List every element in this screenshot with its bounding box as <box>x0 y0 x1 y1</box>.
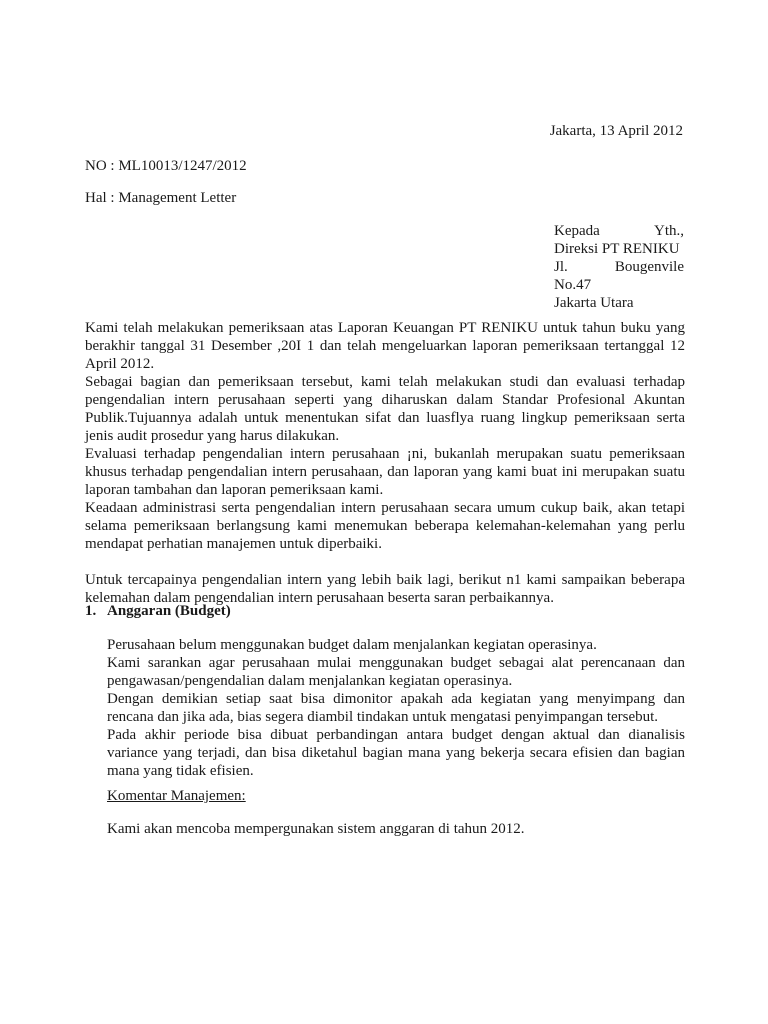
section-title <box>85 602 685 620</box>
recipient-company: Direksi PT RENIKU <box>554 241 680 257</box>
body-paragraph: Untuk tercapainya pengendalian intern yang lebih baik lagi, berikut n1 kami sampaikan beberapa kelemahan dalam pengendalian intern perusahaan beserta saran perbaikannya. <box>85 572 685 606</box>
body-paragraph: Evaluasi terhadap pengendalian intern perusahaan ¡ni, bukanlah merupakan suatu pemeriksaan khusus terhadap pengendalian intern perusahaan, dan laporan yang kami buat ini merupakan suatu laporan tambahan dan laporan pemeriksaan kami. <box>85 446 685 498</box>
body-paragraph: Kami telah melakukan pemeriksaan atas Laporan Keuangan PT RENIKU untuk tahun buku yang berakhir tanggal 31 Desember ,20I 1 dan telah mengeluarkan laporan pemeriksaan tertanggal 12 April 2012. <box>85 320 685 372</box>
body-paragraph: Keadaan administrasi serta pengendalian intern perusahaan secara umum cukup baik, akan tetapi selama pemeriksaan berlangsung kami menemukan beberapa kelemahan-kelemahan yang perlu mendapat perhatian manajemen untuk diperbaiki. <box>85 500 685 552</box>
body-paragraph: Sebagai bagian dan pemeriksaan tersebut, kami telah melakukan studi dan evaluasi terhadap pengendalian intern perusahaan seperti yang diharuskan dalam Standar Profesional Akuntan Publik.Tujuannya adalah untuk menentukan sifat dan luasflya ruang lingkup pemeriksaan serta jenis audit prosedur yang harus dilakukan. <box>85 374 685 444</box>
recipient-street-prefix: Jl. <box>554 259 568 275</box>
letter-subject: Hal : Management Letter <box>85 190 237 206</box>
section-budget <box>85 602 685 620</box>
recipient-number: No.47 <box>554 277 592 293</box>
section-paragraph: Pada akhir periode bisa dibuat perbandingan antara budget dengan aktual dan dianalisis variance yang terjadi, dan bisa diketahul bagian mana yang bekerja secara efisien dan bagian mana yang tidak efisien. <box>107 727 685 779</box>
paragraph-gap <box>85 553 685 571</box>
recipient-kepada: Kepada <box>554 223 600 239</box>
recipient-line-3 <box>554 258 684 276</box>
management-comment-label: Komentar Manajemen: <box>107 788 246 804</box>
section-heading: Anggaran (Budget) <box>107 603 231 619</box>
recipient-city: Jakarta Utara <box>554 295 634 311</box>
section-paragraph: Dengan demikian setiap saat bisa dimonitor apakah ada kegiatan yang menyimpang dan rencana dan jika ada, bias segera diambil tindakan untuk mengatasi penyimpangan tersebut. <box>107 691 685 725</box>
management-comment-text: Kami akan mencoba mempergunakan sistem anggaran di tahun 2012. <box>107 821 525 837</box>
recipient-street: Bougenvile <box>614 259 684 275</box>
recipient-line-1 <box>554 222 684 240</box>
letter-body <box>85 319 685 607</box>
section-paragraph: Kami sarankan agar perusahaan mulai menggunakan budget sebagai alat perencanaan dan pengawasan/pengendalian dalam menjalankan kegiatan operasinya. <box>107 655 685 689</box>
section-body <box>107 636 685 780</box>
letter-number: NO : ML10013/1247/2012 <box>85 158 247 174</box>
recipient-address <box>554 222 684 312</box>
recipient-yth: Yth., <box>654 223 684 239</box>
section-number: 1. <box>85 603 97 619</box>
section-paragraph: Perusahaan belum menggunakan budget dalam menjalankan kegiatan operasinya. <box>107 637 597 653</box>
letter-date: Jakarta, 13 April 2012 <box>549 123 683 139</box>
